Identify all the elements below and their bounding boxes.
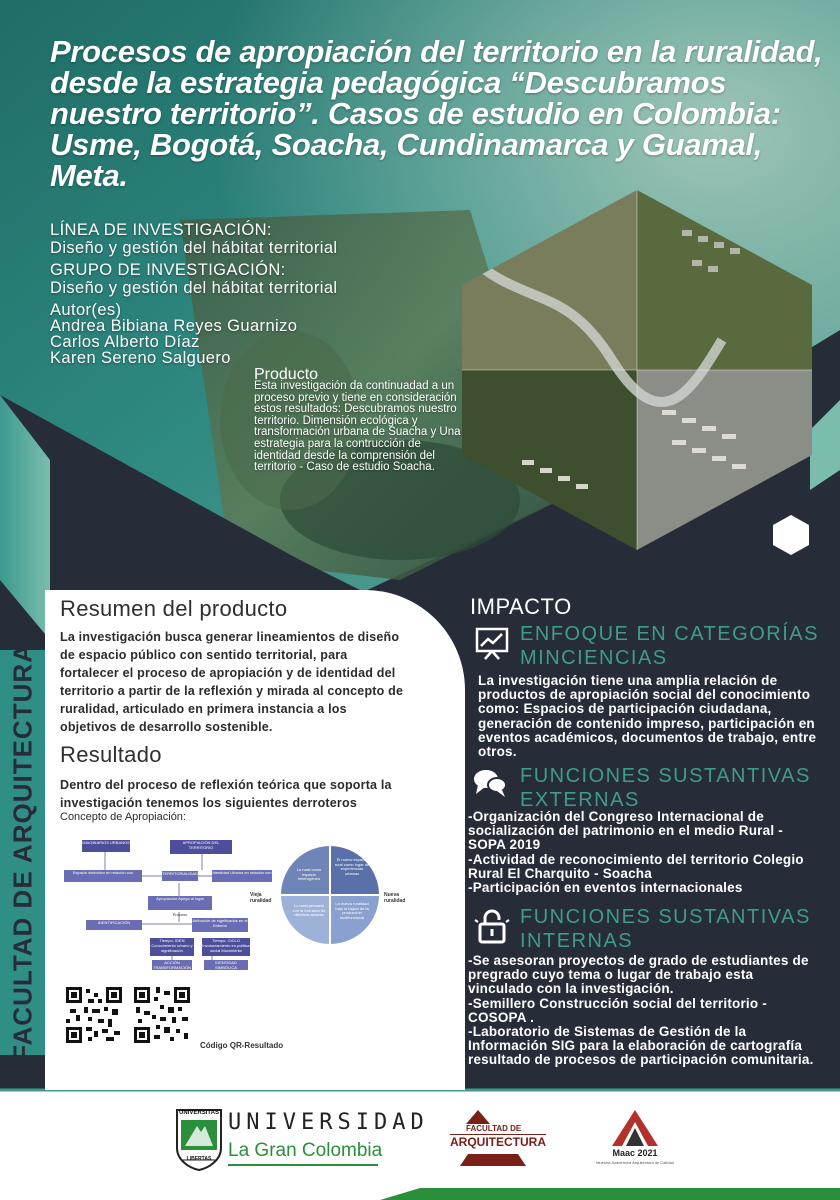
qr-codes [64,985,192,1047]
node-territorialidad: TERRITORIALIDAD [162,871,198,881]
resumen-heading: Resumen del producto [60,596,288,621]
university-underline [228,1164,378,1166]
circle-q1: Lo rural como espacio heterogéneo [296,867,322,881]
circle-q3: Lo rural pensado con la inclusión de diversos actores [292,903,326,917]
maac-sub: Muestra Académica Arquitectura de Calidad [596,1160,674,1165]
impacto-heading: IMPACTO [470,594,572,619]
cat-2-text: -Organización del Congreso Internacional de socialización del patrimonio en el medio Rural - SOPA 2019 -Actividad de reconocimiento del territorio Colegio Rural El Charquito - Soacha -Participación en eventos internacionales [468,809,804,896]
linea-label: LÍNEA DE INVESTIGACIÓN: [50,221,272,239]
grupo-label: GRUPO DE INVESTIGACIÓN: [50,261,286,279]
node-identidad-urbana: Identidad Urbana en relación con [212,870,272,882]
resumen-text: La investigación busca generar lineamientos de diseño de espacio público con sentido territorial, para fortalecer el proceso de apropiación y de identidad del territorio a partir de la reflexión y mirada al concepto de ruralidad, articulado en primera instancia a los objetivos de desarrollo sostenible. [60,630,404,734]
node-espacio-simbolico: Espacio simbólico en relación con [64,870,142,882]
cat-1-title: ENFOQUE EN CATEGORÍAS MINCIENCIAS [520,623,819,669]
satellite-hexagon-image [462,190,812,550]
node-identidad-simbolica: IDENTIDAD SIMBÓLICA [204,960,248,970]
producto-text: Esta investigación da continuadad a un proceso previo y tiene en consideración estos resultados: Descubramos nuestro territorio. Dimensión ecológica y transformación urbana de Suacha y Una estrategia para la contrucción de identidad desde la comprensión del territorio - Caso de estudio Soacha. [254,380,461,474]
concepto-label: Concepto de Apropiación: [60,811,186,823]
faculty-vertical-label: FACULTAD DE ARQUITECTURA [7,643,38,1061]
circle-right-label: Nueva ruralidad [384,892,406,904]
faculty-logo-top: FACULTAD DE [466,1124,522,1133]
university-wordmark: UNIVERSIDAD [228,1110,429,1135]
autores-label: Autor(es) [50,301,122,319]
node-atribucion: Atribución de significados en el Entorno [192,918,248,932]
autor-3: Karen Sereno Salguero [50,349,231,367]
node-tiempo-ciclo: Tiempo, CICLO Involucramiento en política social Movimiento [202,938,250,956]
rurality-circle-diagram [250,844,410,946]
producto-title: Producto [254,366,319,383]
cat-3-title: FUNCIONES SUSTANTIVAS INTERNAS [520,906,811,952]
node-proceso: Proceso [172,912,188,917]
poster-title: Procesos de apropiación del territorio en la ruralidad, desde la estrategia pedagógica “Descubramos nuestro territorio”. Casos de estudio en Colombia: Usme, Bogotá, Soacha, Cundinamarca y Guamal, Meta. [50,34,823,193]
shield-bottom-text: LIBERTAS [186,1156,212,1162]
university-shield-logo [175,1108,223,1172]
node-apropiacion-territorio: APROPIACIÓN DEL TERRITORIO [170,840,232,854]
linea-value: Diseño y gestión del hábitat territorial [50,239,338,257]
cat-1-text: La investigación tiene una amplia relación de productos de apropiación social del conocimiento como: Espacios de participación ciudadana, generación de contenido impreso, participación en eventos académicos, documentos de trabajo, entre otros. [478,673,817,760]
node-identificacion: IDENTIFICACIÓN [86,920,142,930]
maac-label: Maac 2021 [612,1148,658,1158]
node-apego: Apropiación Apego al lugar [148,896,212,910]
speech-bubbles-icon [472,764,508,800]
padlock-icon [474,908,510,944]
presentation-chart-icon [474,625,510,661]
resultado-text: Dentro del proceso de reflexión teórica que soporta la investigación tenemos los siguientes derroteros [60,778,392,810]
circle-q2: El nuevo espacio rural como lugar de experiencias urbanas [334,857,370,876]
cat-2-title: FUNCIONES SUSTANTIVAS EXTERNAS [520,765,811,811]
qr-code-2 [132,985,192,1045]
circle-q4: La nueva ruralidad bajo la lógica de la producción multifuncional [335,901,369,920]
resultado-heading: Resultado [60,742,162,767]
shield-top-text: UNIVERSITAS [179,1110,219,1116]
autor-1: Andrea Bibiana Reyes Guarnizo [50,317,298,335]
qr-caption: Código QR-Resultado [200,1041,284,1050]
qr-code-1 [64,985,124,1045]
autor-2: Carlos Alberto Díaz [50,333,200,351]
node-imaginarios: IMAGINARIOS URBANOS [82,840,130,852]
small-hexagon-decoration [773,515,809,555]
node-accion: ACCIÓN TRANSFORMACIÓN [153,960,191,970]
node-tiempo-iden: Tiempo, IDEN Conocimiento urbano y significación [150,938,194,956]
university-name: La Gran Colombia [228,1140,383,1161]
maac-logo-mark [610,1108,660,1148]
faculty-logo-main: ARQUITECTURA [450,1135,546,1149]
grupo-value: Diseño y gestión del hábitat territorial [50,279,338,297]
circle-left-label: Vieja ruralidad [250,892,272,904]
cat-3-text: -Se asesoran proyectos de grado de estudiantes de pregrado cuyo tema o lugar de trabajo esta vinculado con la investigación. -Semillero Construcción social del territorio - COSOPA . -Laboratorio de Sistemas de Gestión de la Información SIG para la elaboración de cartografía resultado de procesos de participación comunitaria. [468,953,814,1068]
